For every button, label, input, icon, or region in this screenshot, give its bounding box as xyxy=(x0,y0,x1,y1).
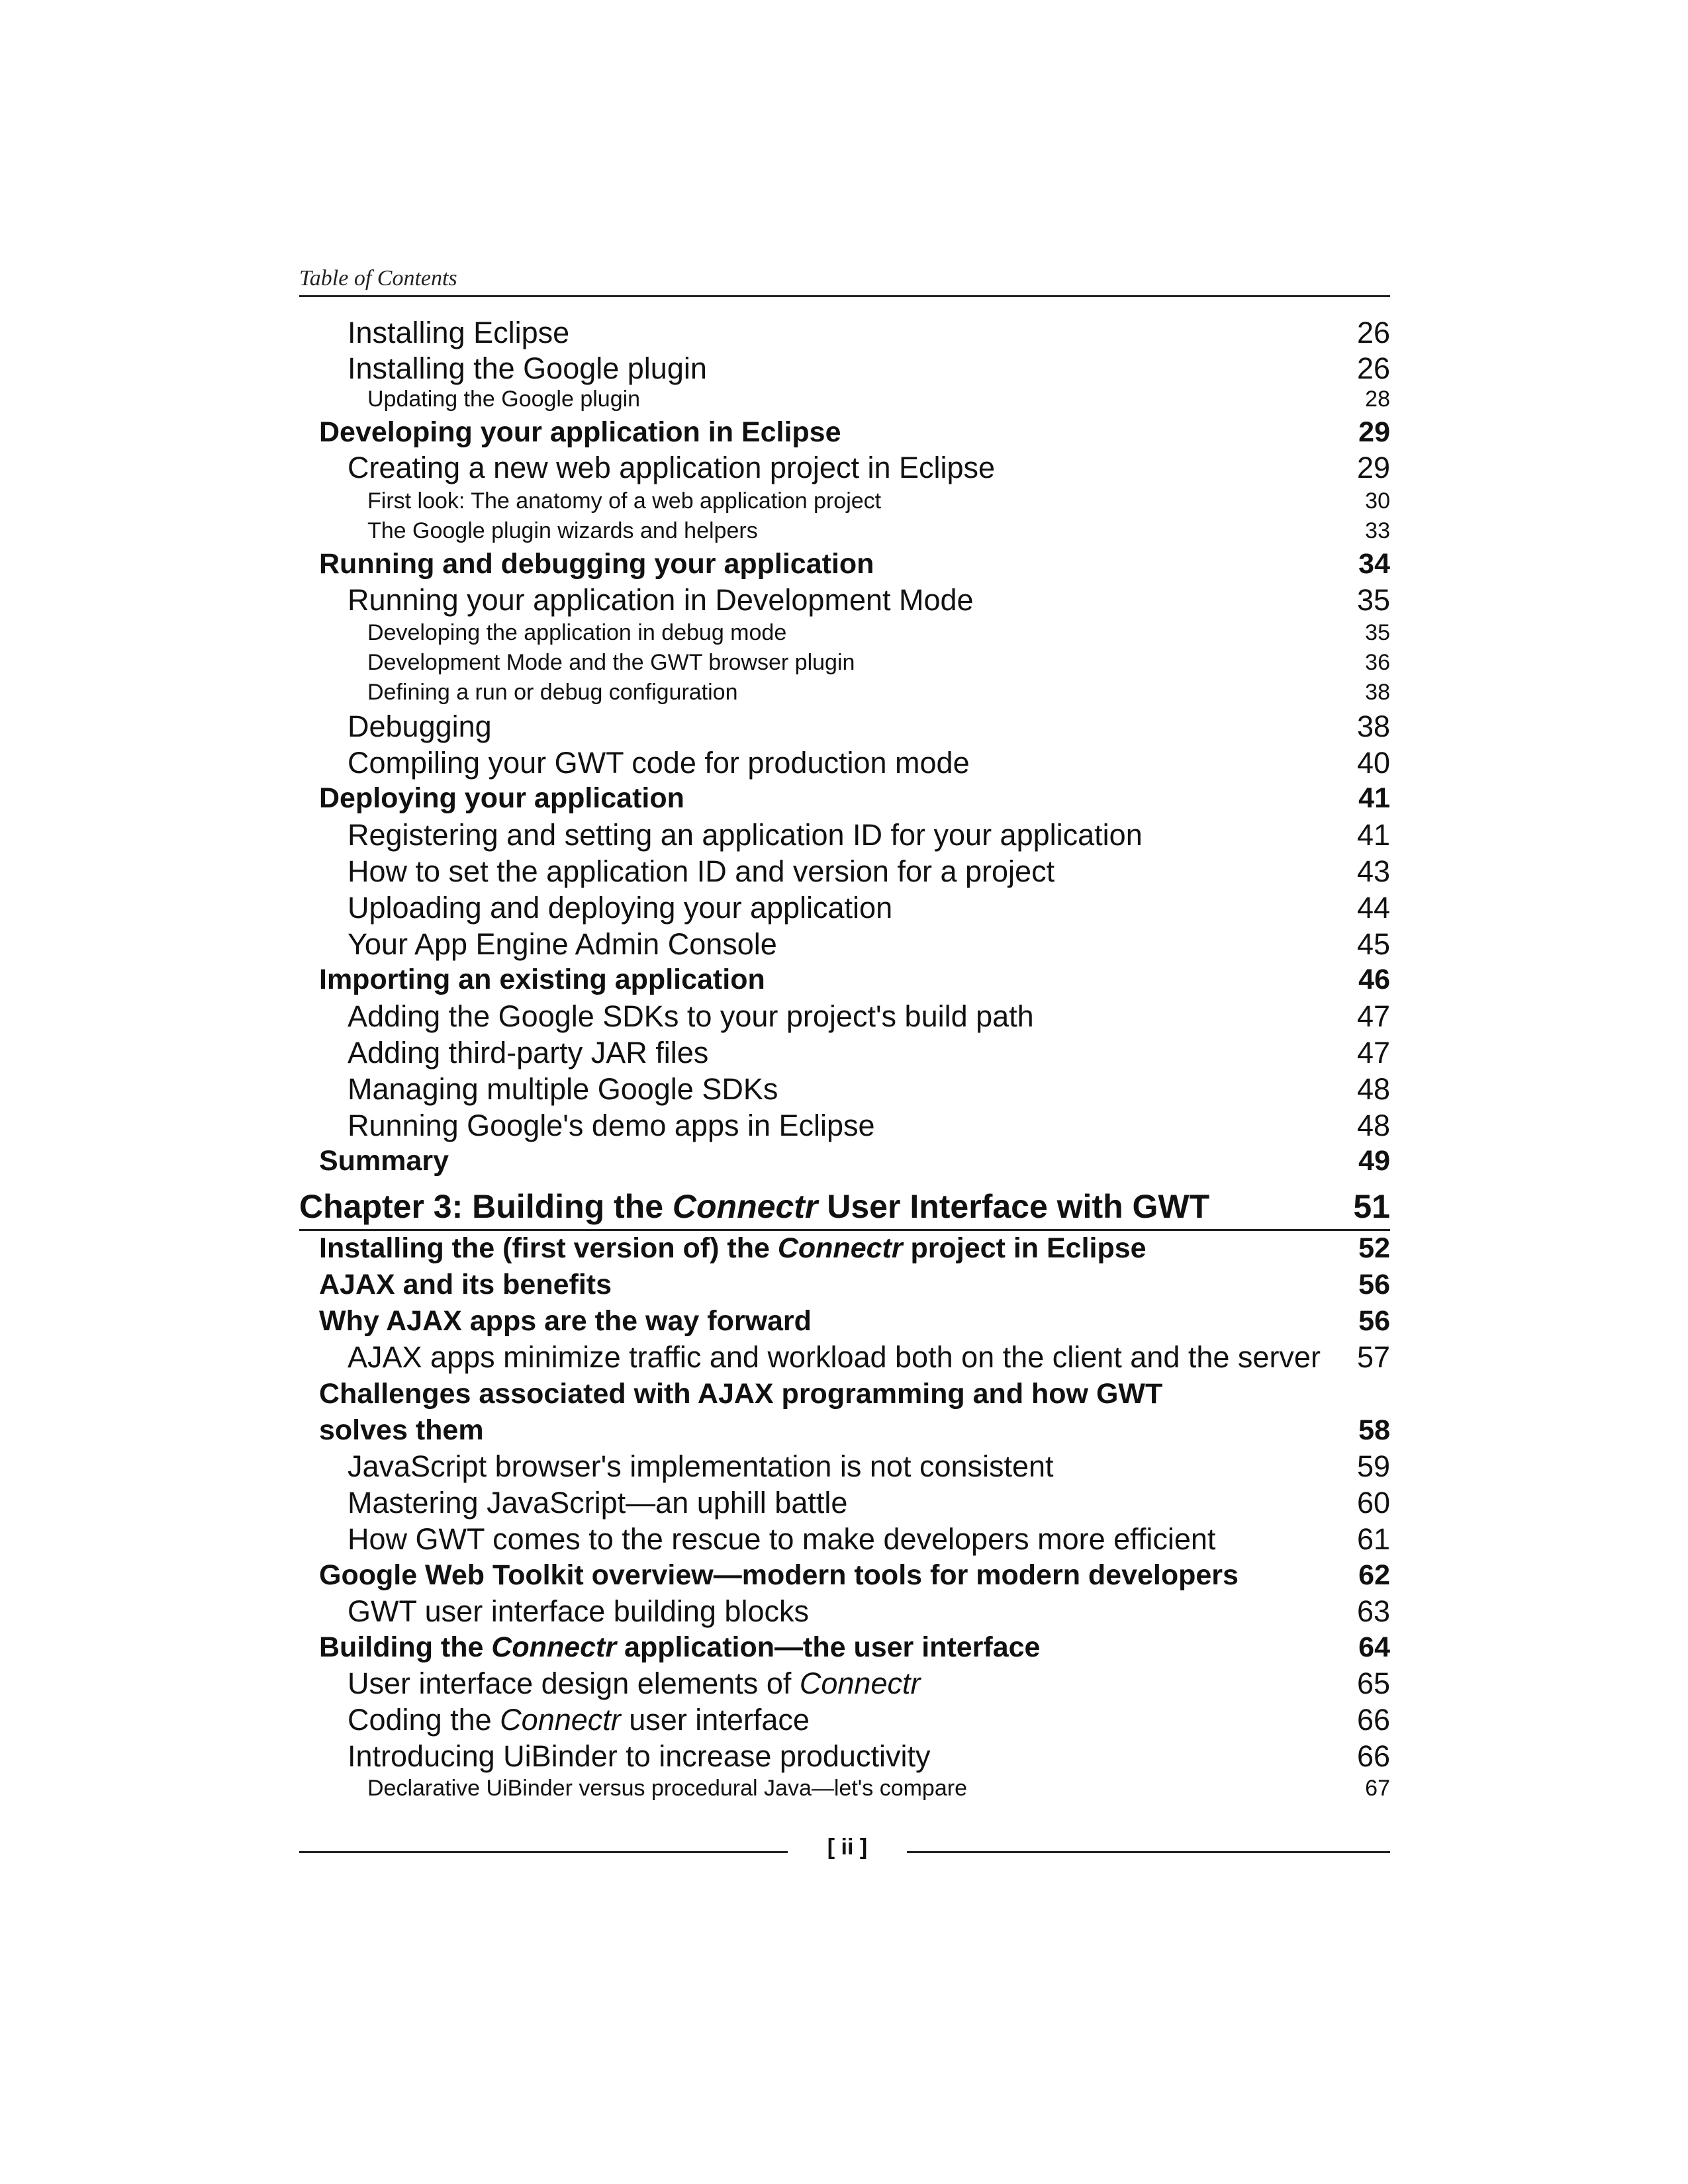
toc-entry-page: 65 xyxy=(1356,1666,1390,1700)
toc-entry[interactable] xyxy=(299,1109,1390,1142)
toc-entry-page: 28 xyxy=(1365,387,1390,412)
toc-section[interactable] xyxy=(299,1233,1390,1264)
toc-entry-title: Running Google's demo apps in Eclipse xyxy=(348,1109,875,1142)
toc-section[interactable] xyxy=(299,1415,1390,1446)
toc-section-title xyxy=(299,1233,1147,1264)
toc-entry-page: 67 xyxy=(1365,1776,1390,1801)
toc-section-page: 52 xyxy=(1358,1232,1390,1264)
toc-entry[interactable] xyxy=(299,519,1390,543)
toc-entry-page: 66 xyxy=(1356,1739,1390,1773)
title-part: application—the user interface xyxy=(616,1631,1041,1663)
toc-section[interactable] xyxy=(299,1269,1390,1300)
toc-entry-title: Defining a run or debug configuration xyxy=(367,680,738,705)
toc-section-title: AJAX and its benefits xyxy=(319,1269,612,1300)
chapter-title-suffix: User Interface with GWT xyxy=(818,1188,1210,1225)
toc-entry-page: 47 xyxy=(1356,1036,1390,1069)
toc-entry-page: 29 xyxy=(1356,451,1390,484)
toc-section-page: 62 xyxy=(1358,1559,1390,1591)
toc-section-title: Developing your application in Eclipse xyxy=(319,416,841,448)
toc-entry-page: 63 xyxy=(1356,1594,1390,1628)
toc-entry[interactable] xyxy=(299,1523,1390,1556)
toc-entry-page: 45 xyxy=(1356,927,1390,961)
toc-entry[interactable] xyxy=(299,1667,1390,1700)
toc-entry-title: Managing multiple Google SDKs xyxy=(348,1072,778,1106)
running-header xyxy=(299,259,1390,297)
toc-entry[interactable] xyxy=(299,352,1390,385)
toc-section-page: 56 xyxy=(1358,1269,1390,1300)
toc-entry-page: 33 xyxy=(1365,518,1390,543)
toc-entry-title: Creating a new web application project in Eclipse xyxy=(348,451,996,484)
toc-entry-title: How to set the application ID and version for a project xyxy=(348,854,1055,888)
title-part: User interface design elements of xyxy=(348,1666,800,1700)
toc-entry-page: 59 xyxy=(1356,1449,1390,1483)
toc-entry-title: How GWT comes to the rescue to make developers more efficient xyxy=(348,1522,1216,1556)
toc-entry-page: 36 xyxy=(1365,650,1390,675)
toc-chapter[interactable] xyxy=(299,1189,1390,1225)
toc-entry[interactable] xyxy=(299,819,1390,852)
toc-section[interactable] xyxy=(299,417,1390,448)
toc-entry[interactable] xyxy=(299,387,1390,412)
toc-entry-title: Running your application in Development Mode xyxy=(348,583,974,617)
toc-entry-page: 26 xyxy=(1356,316,1390,349)
toc-section-title: Summary xyxy=(319,1145,449,1177)
toc-entry[interactable] xyxy=(299,651,1390,675)
title-italic: Connectr xyxy=(491,1631,617,1663)
toc-entry-title: Updating the Google plugin xyxy=(367,387,641,412)
toc-chapter-title xyxy=(299,1189,1209,1225)
toc-section-page: 56 xyxy=(1358,1305,1390,1337)
toc-section-title: Google Web Toolkit overview—modern tools for modern developers xyxy=(319,1559,1239,1591)
toc-section-page: 46 xyxy=(1358,964,1390,995)
footer-page-number: [ ii ] xyxy=(827,1835,868,1860)
toc-entry[interactable] xyxy=(299,747,1390,780)
toc-entry-title: JavaScript browser's implementation is not consistent xyxy=(348,1449,1054,1483)
title-italic: Connectr xyxy=(777,1232,903,1264)
toc-entry[interactable] xyxy=(299,1486,1390,1520)
toc-entry-page: 26 xyxy=(1356,351,1390,385)
toc-entry[interactable] xyxy=(299,1341,1390,1374)
toc-entry-page: 60 xyxy=(1356,1486,1390,1520)
toc-entry[interactable] xyxy=(299,621,1390,645)
toc-entry-title xyxy=(299,1704,810,1737)
toc-entry-title: The Google plugin wizards and helpers xyxy=(367,518,758,543)
toc-entry-title: AJAX apps minimize traffic and workload both on the client and the server xyxy=(348,1340,1321,1374)
toc-entry-page: 35 xyxy=(1356,583,1390,617)
toc-entry[interactable] xyxy=(299,1740,1390,1773)
toc-entry-page: 41 xyxy=(1356,818,1390,852)
title-part: Building the xyxy=(319,1631,492,1663)
toc-entry-page: 30 xyxy=(1365,488,1390,514)
footer-rule-left xyxy=(299,1851,788,1853)
toc-entry-title: Registering and setting an application ID for your application xyxy=(348,818,1143,852)
title-part: Coding the xyxy=(348,1703,500,1737)
toc-entry-page: 43 xyxy=(1356,854,1390,888)
toc-entry-page: 48 xyxy=(1356,1072,1390,1106)
toc-section[interactable] xyxy=(299,1306,1390,1337)
chapter-underline xyxy=(299,1229,1390,1231)
toc-entry-title: Installing the Google plugin xyxy=(348,351,707,385)
toc-entry-page: 38 xyxy=(1356,709,1390,743)
title-italic: Connectr xyxy=(500,1703,621,1737)
toc-entry-title: Mastering JavaScript—an uphill battle xyxy=(348,1486,848,1520)
toc-entry-title: Installing Eclipse xyxy=(348,316,570,349)
toc-entry-title: Adding the Google SDKs to your project's build path xyxy=(348,999,1034,1033)
toc-entry[interactable] xyxy=(299,489,1390,514)
toc-entry-title: GWT user interface building blocks xyxy=(348,1594,809,1628)
toc-entry-page: 38 xyxy=(1365,680,1390,705)
toc-entry-title: Development Mode and the GWT browser plugin xyxy=(367,650,855,675)
toc-entry-title: Declarative UiBinder versus procedural Java—let's compare xyxy=(367,1776,967,1801)
toc-section-title xyxy=(299,1632,1040,1663)
toc-entry-page: 44 xyxy=(1356,891,1390,925)
toc-entry[interactable] xyxy=(299,1704,1390,1737)
toc-entry[interactable] xyxy=(299,1450,1390,1483)
toc-section-title: Running and debugging your application xyxy=(319,548,874,580)
footer-rule-right xyxy=(907,1851,1390,1853)
toc-section-page: 49 xyxy=(1358,1145,1390,1177)
toc-entry[interactable] xyxy=(299,891,1390,925)
chapter-title-italic: Connectr xyxy=(672,1188,818,1225)
toc-entry[interactable] xyxy=(299,1000,1390,1033)
toc-chapter-page: 51 xyxy=(1353,1188,1390,1225)
toc-section-page: 64 xyxy=(1358,1631,1390,1663)
toc-entry-title xyxy=(299,1667,920,1700)
toc-entry[interactable] xyxy=(299,855,1390,888)
toc-section-title: Deploying your application xyxy=(319,782,684,814)
toc-entry-title: Debugging xyxy=(348,709,492,743)
toc-entry-title: Adding third-party JAR files xyxy=(348,1036,709,1069)
title-part: Installing the (first version of) the xyxy=(319,1232,778,1264)
toc-entry-page: 57 xyxy=(1356,1340,1390,1374)
toc-section-page: 58 xyxy=(1358,1414,1390,1446)
toc-entry[interactable] xyxy=(299,584,1390,617)
toc-entry[interactable] xyxy=(299,1595,1390,1628)
toc-entry[interactable] xyxy=(299,1036,1390,1069)
running-header-title: Table of Contents xyxy=(299,266,457,291)
toc-entry[interactable] xyxy=(299,710,1390,743)
toc-entry-page: 48 xyxy=(1356,1109,1390,1142)
toc-section[interactable] xyxy=(299,1146,1390,1177)
toc-section[interactable] xyxy=(299,549,1390,580)
toc-entry[interactable] xyxy=(299,928,1390,961)
toc-entry[interactable] xyxy=(299,1776,1390,1801)
toc-entry[interactable] xyxy=(299,680,1390,705)
toc-entry[interactable] xyxy=(299,316,1390,349)
toc-section[interactable] xyxy=(299,964,1390,995)
title-italic: Connectr xyxy=(799,1666,921,1700)
toc-entry[interactable] xyxy=(299,451,1390,484)
toc-entry-page: 61 xyxy=(1356,1522,1390,1556)
toc-entry-title: Compiling your GWT code for production mode xyxy=(348,746,970,780)
toc-entry-title: First look: The anatomy of a web application project xyxy=(367,488,882,514)
toc-entry-page: 35 xyxy=(1365,620,1390,645)
toc-entry-page: 40 xyxy=(1356,746,1390,780)
toc-entry-title: Developing the application in debug mode xyxy=(367,620,787,645)
title-part: project in Eclipse xyxy=(902,1232,1147,1264)
toc-section[interactable] xyxy=(299,1632,1390,1663)
toc-entry-title: Introducing UiBinder to increase productivity xyxy=(348,1739,931,1773)
toc-section[interactable] xyxy=(299,783,1390,814)
toc-section[interactable] xyxy=(299,1560,1390,1591)
chapter-title-prefix: Chapter 3: Building the xyxy=(299,1188,673,1225)
toc-section-page: 34 xyxy=(1358,548,1390,580)
toc-section-page: 29 xyxy=(1358,416,1390,448)
title-part: user interface xyxy=(620,1703,810,1737)
toc-section-page: 41 xyxy=(1358,782,1390,814)
toc-section-title-line2: solves them xyxy=(319,1414,484,1446)
toc-section-title: Importing an existing application xyxy=(319,964,765,995)
toc-entry[interactable] xyxy=(299,1073,1390,1106)
toc-entry-title: Uploading and deploying your application xyxy=(348,891,893,925)
toc-entry-title: Your App Engine Admin Console xyxy=(348,927,777,961)
toc-entry-page: 66 xyxy=(1356,1703,1390,1737)
toc-entry-page: 47 xyxy=(1356,999,1390,1033)
toc-section-title: Why AJAX apps are the way forward xyxy=(319,1305,812,1337)
toc-section-title-line1[interactable]: Challenges associated with AJAX programming and how GWT xyxy=(319,1378,1163,1410)
